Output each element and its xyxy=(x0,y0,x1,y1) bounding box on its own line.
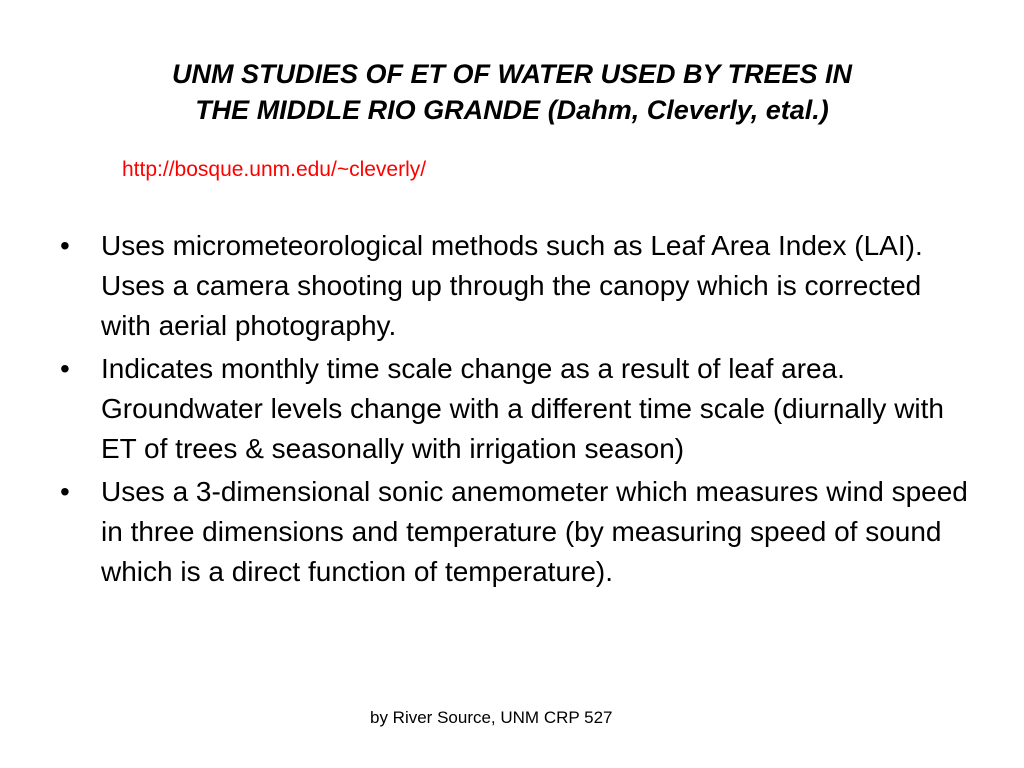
slide-title-line-1: UNM STUDIES OF ET OF WATER USED BY TREES IN xyxy=(171,59,853,89)
bullet-item-3 xyxy=(60,472,970,592)
slide-footer: by River Source, UNM CRP 527 xyxy=(370,708,613,727)
bullet-item-1 xyxy=(60,226,970,346)
bullet-list xyxy=(60,226,970,595)
bullet-text-2: Indicates monthly time scale change as a result of leaf area. Groundwater levels change with a different time scale (diurnally with ET of trees & seasonally with irrigation season) xyxy=(101,353,945,464)
slide-title-line-2: THE MIDDLE RIO GRANDE (Dahm, Cleverly, etal.) xyxy=(195,95,829,125)
bullet-dot-icon: • xyxy=(60,353,70,384)
source-url-link[interactable]: http://bosque.unm.edu/~cleverly/ xyxy=(122,158,427,181)
bullet-dot-icon: • xyxy=(60,476,70,507)
bullet-text-1: Uses micrometeorological methods such as Leaf Area Index (LAI). Uses a camera shooting up through the canopy which is corrected with aerial photography. xyxy=(101,230,923,341)
slide-title xyxy=(40,56,984,128)
bullet-text-3: Uses a 3-dimensional sonic anemometer which measures wind speed in three dimensions and temperature (by measuring speed of sound which is a direct function of temperature). xyxy=(101,476,968,587)
bullet-dot-icon: • xyxy=(60,230,70,261)
bullet-item-2 xyxy=(60,349,970,469)
